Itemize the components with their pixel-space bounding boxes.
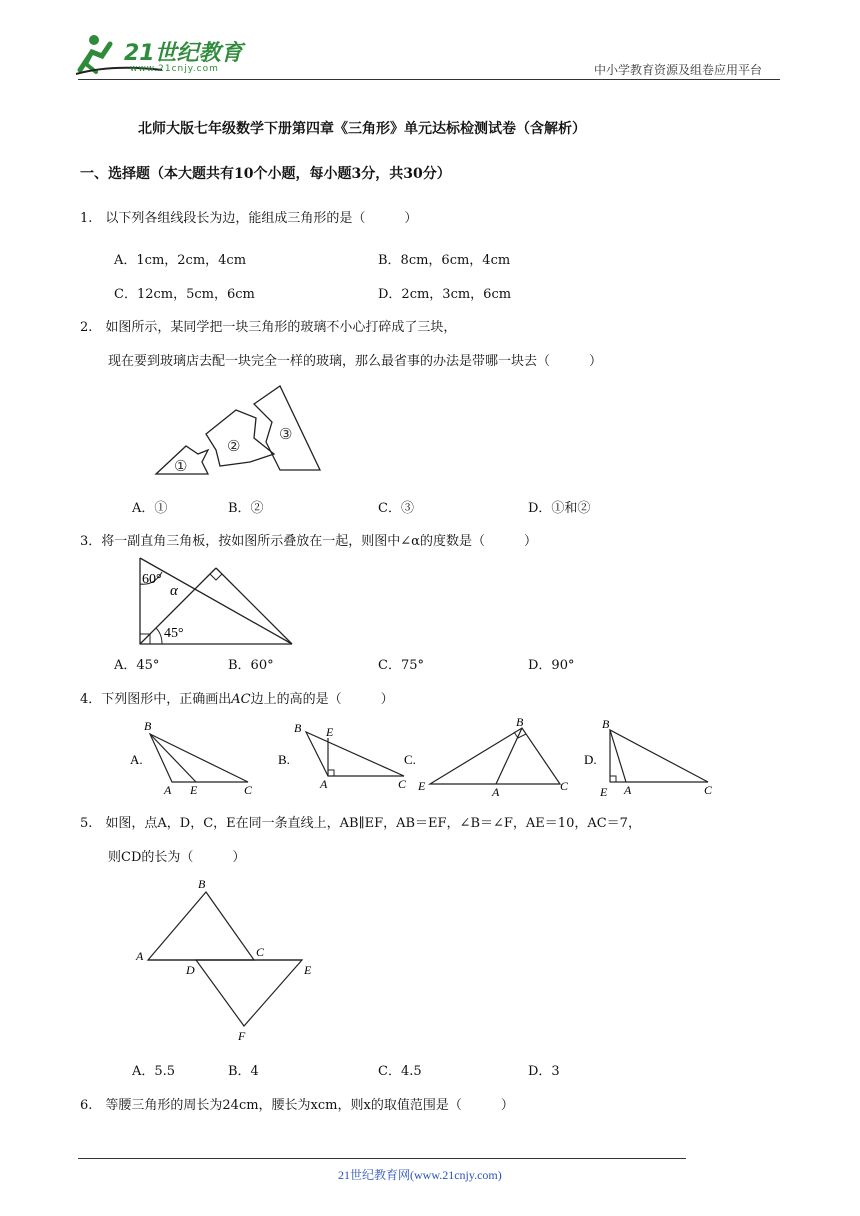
q2-option-a: A．① (132, 501, 168, 516)
logo-url: www.21cnjy.com (130, 64, 219, 74)
logo-text: 21世纪教育 (124, 41, 243, 66)
q1-stem: 1. 以下列各组线段长为边，能组成三角形的是（ ） (80, 211, 418, 226)
q4-stem-ac: AC (231, 692, 251, 707)
q1-option-d: D．2cm，3cm，6cm (378, 287, 512, 302)
q4-figures (120, 716, 730, 800)
q5-pt-f: F (238, 1029, 246, 1043)
q4d-pt-b: B (602, 717, 610, 731)
q4b-pt-b: B (294, 721, 302, 735)
q4-stem-pre: 4．下列图形中，正确画出 (80, 692, 232, 707)
footer-divider (78, 1158, 686, 1159)
q4-stem (80, 688, 394, 707)
q3-option-c: C．75° (378, 658, 424, 673)
footer-site-link[interactable]: 21世纪教育网(www.21cnjy.com) (338, 1168, 502, 1182)
logo (72, 30, 247, 80)
q4c-pt-a: A (492, 785, 500, 799)
q6-stem: 6. 等腰三角形的周长为24cm，腰长为xcm，则x的取值范围是（ ） (80, 1098, 514, 1113)
piece-3-label: ③ (279, 427, 293, 443)
section-heading: 一、选择题（本大题共有10个小题，每小题3分，共30分） (80, 166, 451, 182)
q5-stem-line2: 则CD的长为（ ） (108, 850, 246, 865)
q4c-pt-e: E (418, 779, 426, 793)
q5-option-d: D．3 (528, 1064, 560, 1079)
q2-stem-line2: 现在要到玻璃店去配一块完全一样的玻璃，那么最省事的办法是带哪一块去（ ） (108, 354, 603, 369)
q4a-pt-e: E (190, 783, 198, 797)
piece-1-label: ① (174, 459, 188, 475)
q4d-pt-e: E (600, 785, 608, 799)
header-divider (78, 79, 780, 80)
q5-pt-e: E (304, 963, 312, 977)
q2-option-d: D．①和② (528, 501, 591, 516)
q4b-pt-a: A (320, 777, 328, 791)
q2-glass-figure (150, 382, 330, 482)
q4-fig-b-label: B. (278, 752, 290, 767)
q1-option-b: B．8cm，6cm，4cm (378, 253, 511, 268)
q5-option-b: B．4 (228, 1064, 259, 1079)
q2-option-b: B．② (228, 501, 264, 516)
glass-piece-2 (206, 410, 274, 466)
q4d-pt-a: A (624, 783, 632, 797)
q1-option-a: A．1cm，2cm，4cm (114, 253, 247, 268)
q5-figure (134, 876, 334, 1046)
q4c-pt-b: B (516, 716, 524, 729)
angle-alpha-label: α (170, 583, 178, 599)
q4b-pt-e: E (326, 725, 334, 739)
q2-option-c: C．③ (378, 501, 414, 516)
angle-60-label: 60° (142, 572, 162, 587)
q1-option-c: C．12cm，5cm，6cm (114, 287, 255, 302)
q5-option-c: C．4.5 (378, 1064, 422, 1079)
q3-option-b: B．60° (228, 658, 274, 673)
q5-pt-b: B (198, 877, 206, 891)
q4a-pt-a: A (164, 783, 172, 797)
q4-fig-c-label: C. (404, 752, 416, 767)
q4d-pt-c: C (704, 783, 713, 797)
q5-pt-c: C (256, 945, 265, 959)
q4-stem-post: 边上的高的是（ ） (250, 692, 394, 707)
piece-2-label: ② (227, 439, 241, 455)
q4c-pt-c: C (560, 779, 569, 793)
q4-fig-d-label: D. (584, 752, 597, 767)
q3-triangles-figure (134, 556, 300, 648)
q5-option-a: A．5.5 (132, 1064, 176, 1079)
q4a-pt-c: C (244, 783, 253, 797)
angle-45-label: 45° (164, 626, 184, 641)
header-platform-text: 中小学教育资源及组卷应用平台 (594, 63, 763, 77)
document-title: 北师大版七年级数学下册第四章《三角形》单元达标检测试卷（含解析） (138, 121, 586, 137)
q5-stem-line1: 5. 如图，点A，D，C，E在同一条直线上，AB∥EF，AB＝EF，∠B＝∠F，AE＝10，AC＝7， (80, 816, 641, 831)
q3-option-d: D．90° (528, 658, 575, 673)
q4a-pt-b: B (144, 719, 152, 733)
q4-fig-a-label: A. (130, 752, 143, 767)
q5-pt-a: A (136, 949, 144, 963)
q5-pt-d: D (186, 963, 195, 977)
q4b-pt-c: C (398, 777, 407, 791)
q3-stem: 3．将一副直角三角板，按如图所示叠放在一起，则图中∠α的度数是（ ） (80, 534, 537, 549)
q3-option-a: A．45° (114, 658, 160, 673)
q2-stem-line1: 2. 如图所示，某同学把一块三角形的玻璃不小心打碎成了三块， (80, 320, 457, 335)
